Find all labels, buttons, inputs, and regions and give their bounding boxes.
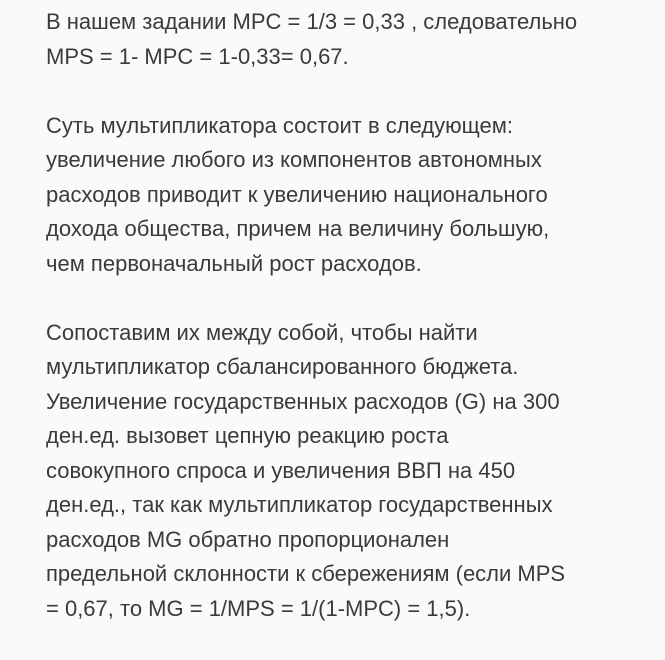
paragraph-multiplier-essence (46, 109, 655, 282)
text-line: В нашем задании MPC = 1/3 = 0,33 , следовательно (46, 9, 578, 34)
text-line: совокупного спроса и увеличения ВВП на 450 (46, 457, 516, 483)
text-line: ден.ед. вызовет цепную реакцию роста (46, 423, 449, 448)
paragraph-mpc-mps (46, 5, 655, 74)
text-line: чем первоначальный рост расходов. (46, 250, 422, 276)
text-line: MPS = 1- MPC = 1-0,33= 0,67. (46, 43, 349, 69)
text-line: Суть мультипликатора состоит в следующем: (46, 112, 513, 138)
text-line: Увеличение государственных расходов (G) на 300 (46, 388, 560, 414)
text-line: мультипликатор сбалансированного бюджета. (46, 354, 519, 379)
text-line: Сопоставим их между собой, чтобы найти (46, 319, 478, 345)
text-line: предельной склонности к сбережениям (если MPS (46, 561, 566, 586)
text-line: = 0,67, то MG = 1/MPS = 1/(1-MPC) = 1,5). (46, 595, 471, 621)
text-line: увеличение любого из компонентов автономных (46, 147, 542, 172)
text-line: ден.ед., так как мультипликатор государственных (46, 492, 553, 517)
text-line: дохода общества, причем на величину большую, (46, 216, 550, 241)
text-line: расходов приводит к увеличению национального (46, 181, 548, 207)
text-line: расходов MG обратно пропорционален (46, 526, 450, 552)
paragraph-balanced-budget (46, 316, 655, 627)
